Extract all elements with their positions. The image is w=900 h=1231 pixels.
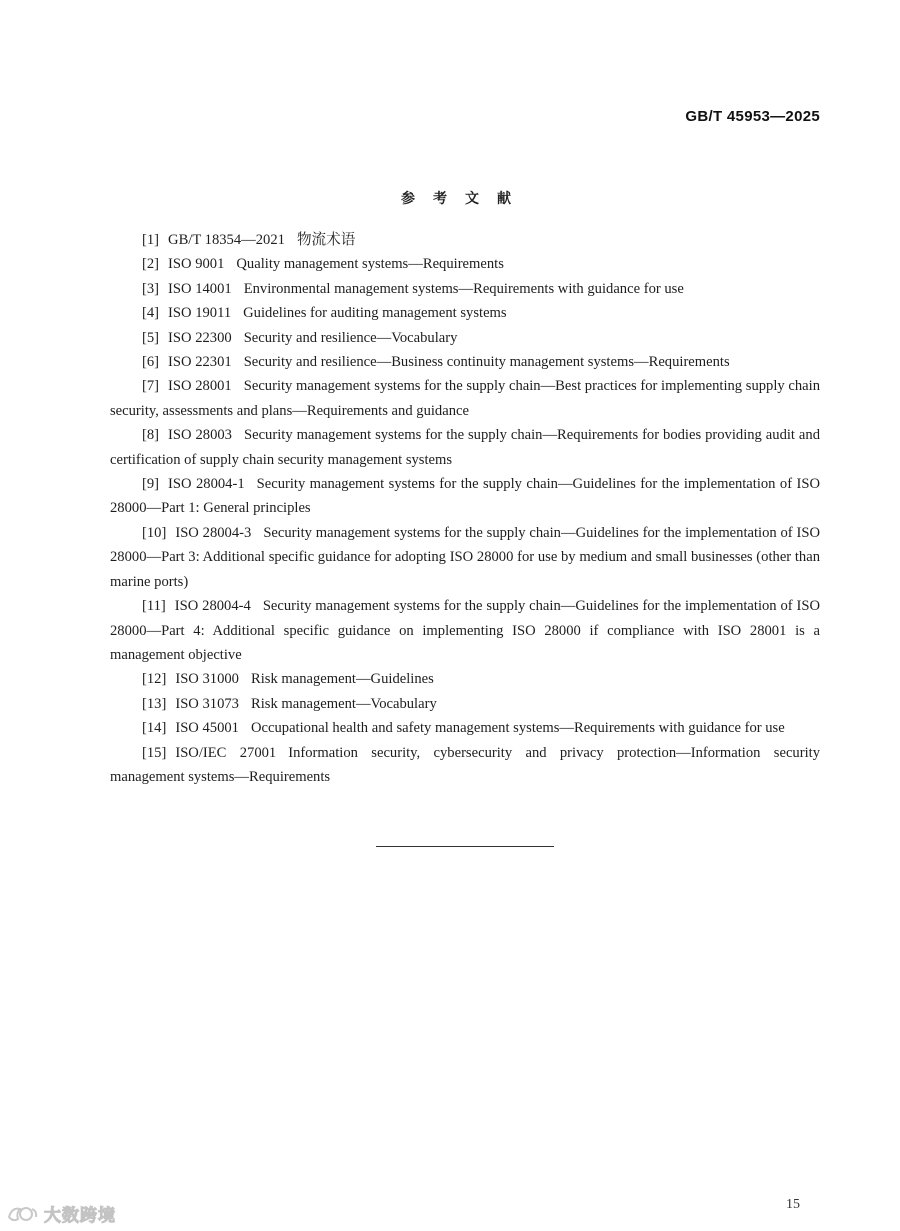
reference-number: [10]: [142, 524, 167, 541]
watermark: [6, 1201, 116, 1226]
reference-number: [1]: [142, 232, 160, 248]
reference-code: ISO 28004-1: [168, 476, 245, 493]
watermark-text: 大数跨境: [44, 1206, 116, 1226]
reference-number: [14]: [142, 720, 167, 737]
section-title: 参考文献: [401, 191, 529, 207]
reference-item: [110, 716, 820, 740]
reference-title: Quality management systems—Requirements: [236, 256, 504, 273]
reference-title: Security and resilience—Vocabulary: [243, 329, 458, 346]
reference-item: [110, 374, 820, 423]
reference-item: [110, 228, 820, 252]
reference-number: [6]: [142, 354, 160, 371]
reference-title: Security management systems for the supply chain—Best practices for implementing supply chain security, assessments and plans—Requirements and guidance: [110, 378, 820, 419]
end-divider-line: [376, 846, 554, 847]
reference-title: Guidelines for auditing management systems: [243, 305, 507, 322]
reference-item: [110, 594, 820, 667]
reference-title: Information security, cybersecurity and privacy protection—Information security management systems—Requirements: [110, 744, 820, 785]
reference-item: [110, 472, 820, 521]
reference-number: [9]: [142, 476, 160, 493]
reference-code: ISO 28004-4: [174, 598, 251, 615]
reference-item: [110, 521, 820, 594]
reference-title: Security management systems for the supply chain—Guidelines for the implementation of ISO 28000—Part 1: General principles: [110, 476, 820, 517]
reference-code: ISO 31073: [175, 695, 239, 712]
reference-title: 物流术语: [296, 232, 356, 248]
reference-title: Security management systems for the supply chain—Guidelines for the implementation of ISO 28000—Part 4: Additional specific guidance on implementing ISO 28000 if compliance with ISO 28001 is a management objective: [110, 598, 820, 663]
reference-code: ISO 22300: [168, 329, 232, 346]
reference-number: [11]: [142, 598, 166, 615]
reference-item: [110, 277, 820, 301]
reference-title: Risk management—Guidelines: [250, 671, 434, 688]
reference-title: Security and resilience—Business continuity management systems—Requirements: [243, 354, 730, 371]
reference-number: [5]: [142, 329, 160, 346]
brand-logo-icon: [6, 1203, 40, 1225]
reference-code: ISO 28004-3: [175, 524, 252, 541]
reference-title: Security management systems for the supply chain—Guidelines for the implementation of ISO 28000—Part 3: Additional specific guidance for adopting ISO 28000 for use by medium and small businesses (other than marine ports): [110, 524, 820, 590]
reference-code: ISO 14001: [168, 280, 232, 297]
reference-item: [110, 667, 820, 691]
reference-code: ISO 31000: [175, 671, 239, 688]
reference-item: [110, 692, 820, 716]
reference-number: [8]: [142, 427, 160, 444]
reference-code: ISO 19011: [168, 305, 232, 322]
reference-number: [7]: [142, 378, 160, 395]
reference-code: ISO 28003: [168, 427, 232, 444]
reference-item: [110, 252, 820, 276]
page-number: 15: [786, 1197, 800, 1212]
reference-code: GB/T 18354—2021: [168, 232, 285, 248]
reference-item: [110, 423, 820, 472]
reference-item: [110, 350, 820, 374]
reference-code: ISO 22301: [168, 354, 232, 371]
reference-item: [110, 301, 820, 325]
reference-list: [110, 228, 820, 789]
standard-code-header: GB/T 45953—2025: [685, 108, 820, 125]
reference-code: ISO 28001: [168, 378, 232, 395]
reference-code: ISO 45001: [175, 720, 239, 737]
reference-number: [3]: [142, 280, 160, 297]
reference-code: ISO 9001: [168, 256, 225, 273]
reference-number: [15]: [142, 744, 167, 761]
reference-number: [2]: [142, 256, 160, 273]
reference-item: [110, 326, 820, 350]
reference-title: Risk management—Vocabulary: [250, 695, 437, 712]
reference-number: [13]: [142, 695, 167, 712]
reference-number: [4]: [142, 305, 160, 322]
reference-title: Occupational health and safety management systems—Requirements with guidance for use: [250, 720, 785, 737]
reference-number: [12]: [142, 671, 167, 688]
reference-code: ISO/IEC 27001: [175, 744, 277, 761]
reference-title: Environmental management systems—Requirements with guidance for use: [243, 280, 684, 297]
reference-title: Security management systems for the supply chain—Requirements for bodies providing audit and certification of supply chain security management systems: [110, 427, 820, 468]
reference-item: [110, 741, 820, 790]
